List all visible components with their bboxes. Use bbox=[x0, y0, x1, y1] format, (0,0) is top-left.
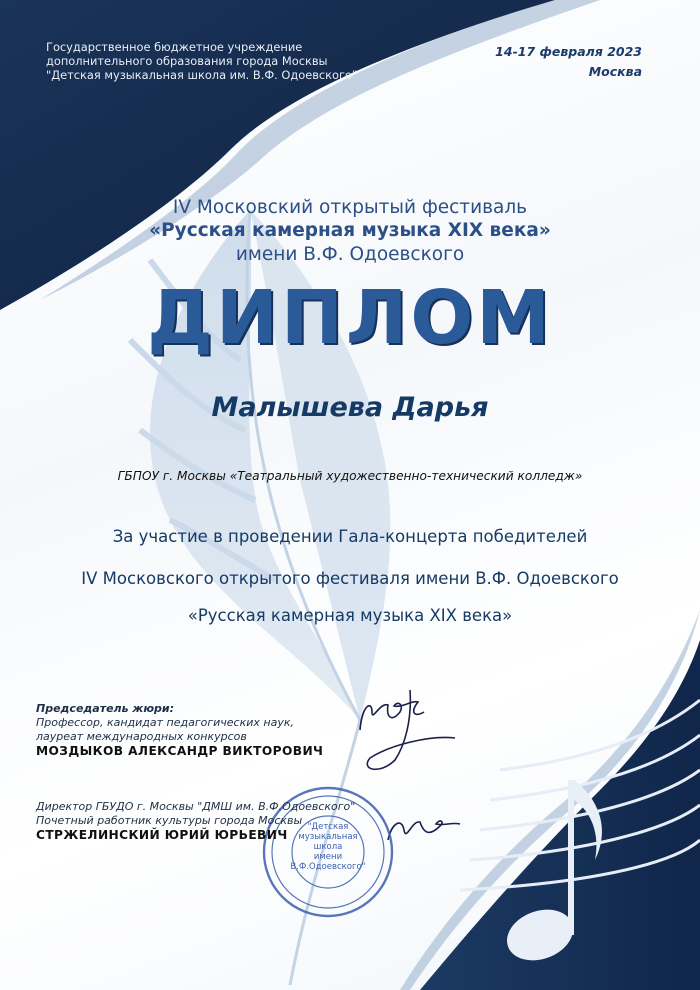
date-block bbox=[442, 42, 642, 82]
jury-heading: Председатель жюри: bbox=[36, 702, 175, 715]
reason-line-1: За участие в проведении Гала-концерта победителей bbox=[112, 527, 588, 546]
stamp-line-2: музыкальная bbox=[298, 832, 358, 842]
org-line-3: "Детская музыкальная школа им. В.Ф. Одоевского" bbox=[46, 68, 358, 82]
org-line-2: дополнительного образования города Москвы bbox=[46, 54, 328, 68]
reason-line-2: IV Московского открытого фестиваля имени В.Ф. Одоевского bbox=[81, 569, 619, 588]
organization-block bbox=[46, 40, 366, 82]
signature-moz bbox=[360, 690, 455, 769]
director-title-2: Почетный работник культуры города Москвы bbox=[36, 814, 303, 827]
jury-chair-block bbox=[36, 702, 323, 758]
org-line-1: Государственное бюджетное учреждение bbox=[46, 40, 303, 54]
festival-line-3: имени В.Ф. Одоевского bbox=[235, 244, 465, 265]
stamp-line-3: школа bbox=[313, 842, 343, 852]
recipient-institution: ГБПОУ г. Москвы «Театральный художественно-технический колледж» bbox=[117, 469, 583, 483]
stamp-center-text bbox=[290, 822, 366, 872]
jury-title-1: Профессор, кандидат педагогических наук, bbox=[36, 716, 294, 729]
jury-name: МОЗДЫКОВ АЛЕКСАНДР ВИКТОРОВИЧ bbox=[36, 744, 324, 758]
stamp-line-5: В.Ф.Одоевского" bbox=[290, 862, 366, 872]
signature-str bbox=[388, 821, 460, 840]
stamp-line-4: имени bbox=[313, 852, 343, 862]
festival-line-2: «Русская камерная музыка XIX века» bbox=[149, 220, 551, 241]
festival-line-1: IV Московский открытый фестиваль bbox=[172, 197, 528, 218]
director-title-1: Директор ГБУДО г. Москвы "ДМШ им. В.Ф.Одоевского" bbox=[36, 800, 356, 813]
director-name: СТРЖЕЛИНСКИЙ ЮРИЙ ЮРЬЕВИЧ bbox=[36, 828, 288, 842]
reason-line-3: «Русская камерная музыка XIX века» bbox=[187, 606, 513, 625]
recipient-name: Малышева Дарья bbox=[211, 392, 489, 423]
diploma-title: ДИПЛОМ bbox=[147, 275, 553, 361]
event-date: 14-17 февраля 2023 bbox=[495, 44, 642, 59]
jury-title-2: лауреат международных конкурсов bbox=[36, 730, 247, 743]
event-city: Москва bbox=[588, 64, 642, 79]
stamp-line-1: "Детская bbox=[307, 822, 349, 832]
